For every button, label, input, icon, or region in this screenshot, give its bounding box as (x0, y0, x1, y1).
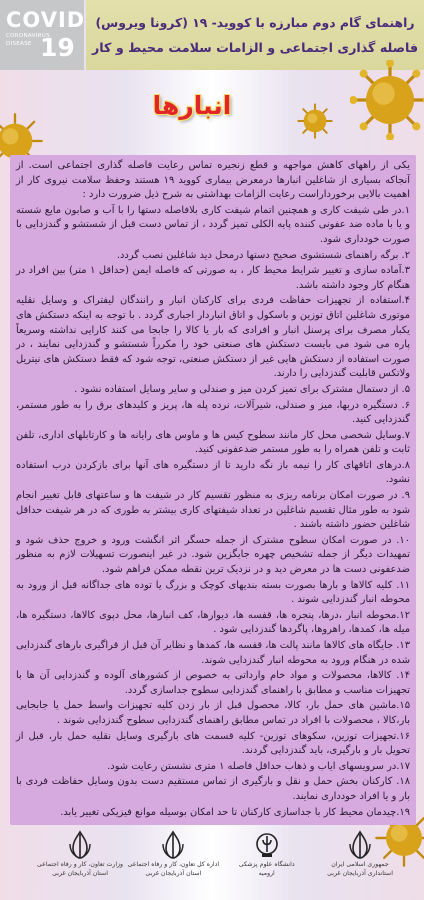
logo-line1: وزارت تعاون، کار و رفاه اجتماعی (36, 861, 124, 868)
virus-icon (350, 60, 424, 140)
title-line2: فاصله گذاری اجتماعی و الزامات سلامت محیط و کار (91, 40, 419, 55)
emblem-icon (160, 830, 186, 860)
covid-sub-line1: CORONAVIRUS (6, 33, 50, 39)
logo-line2: استان آذربایجان غربی (52, 870, 108, 877)
guideline-item: ۱۵.ماشین های حمل بار، کالا، محصول قبل از بار زدن کلیه تجهیزات واسط حمل یا جابجایی بار،کالا ، محصولات با افراد در تماس مطابق راهنمای گندزدایی سطوح گندزدایی شوند . (16, 700, 410, 726)
logo-governorate (320, 830, 400, 896)
logo-labor-office (127, 830, 220, 896)
guideline-item: ۱۶.تجهیزات توزین، سکوهای توزین- کلیه قسمت های بارگیری وسایل نقلیه حمل بار، قبل از تحویل بار و بارگیری، باید گندزدایی گردند. (16, 730, 410, 757)
logo-line2: استانداری آذربایجان غربی (327, 870, 393, 877)
logo-line2: ارومیه (258, 870, 275, 877)
guideline-item: ۱۰. در صورت امکان سطوح مشترک از جمله حسگر اثر انگشت ورود و خروج حذف شود و تمهیدات دیگر از جمله تشخیص چهره جایگزین شود. در غیر اینصورت تسهیلات لازم به منظور ضدعفونی دست ها در معرض دید و در نزدیک ترین نقطه ممکن فراهم شود. (16, 534, 410, 576)
guidelines-text (16, 159, 410, 821)
guideline-item: ۱۷.در سرویسهای ایاب و ذهاب حداقل فاصله ۱ متری نشستن رعایت شود. (107, 760, 410, 772)
guideline-item: ۱۴. کالاها، محصولات و مواد خام وارداتی به خصوص از کشورهای آلوده و گندزدایی آن ها با تجهیزات مناسب و مطابق با راهنمای گندزدایی سطوح جداسازی گردد. (16, 670, 410, 696)
university-emblem-icon (254, 830, 280, 860)
covid-sub-line2: DISEASE (6, 41, 32, 47)
guideline-item: ۷.وسایل شخصی محل کار مانند سطوح کیس ها و ماوس های رایانه ها و کارتابلهای اداری، تلفن ثابت و تلفن همراه را به طور مستمر ضدعفونی کنید. (16, 429, 410, 456)
title-line1: راهنمای گام دوم مبارزه با کووید- ۱۹ (کرونا ویروس) (95, 15, 415, 30)
guideline-item: ۱۹.چیدمان محیط کار با جداسازی کارکنان تا حد امکان بوسیله موانع فیزیکی تغییر یابد. (60, 806, 410, 818)
logo-university (227, 830, 307, 896)
guideline-item: ۱۲.محوطه انبار ،درها، پنجره ها، قفسه ها، دیوارها، کف انبارها، محل دپوی کالاها، دستگیره ها، میله ها، کمدها، راهروها، پاگردها گندزدایی شود . (16, 609, 410, 636)
covid-badge (0, 0, 84, 70)
emblem-icon (67, 830, 93, 860)
guideline-item: ۸.درهای اتاقهای کار را نیمه باز نگه دارید تا از دستگیره های آنها برای بازکردن درب استفاده نشود. (16, 459, 410, 486)
guideline-item: ۱۱. کلیه کالاها و بارها بصورت بسته بندیهای کوچک و بزرگ یا توده های جداگانه قبل از ورود به محوطه انبار گندزدایی شوند . (16, 579, 410, 606)
intro-paragraph: یکی از راههای کاهش مواجهه و قطع زنجیره تماس رعایت فاصله گذاری اجتماعی است. از آنجاکه بسیاری از شاغلین انبارها درمعرض بیماری کووید ۱۹ هستند وحفظ سلامت نیروی کار از اهمیت بالایی برخورداراست رعایت الزامات بهداشتی به شرح ذیل ضرورت دارد : (16, 160, 410, 201)
logo-line1: جمهوری اسلامی ایران (331, 861, 389, 868)
guideline-item: ۲. برگه راهنمای شستشوی صحیح دستها درمحل دید شاغلین نصب گردد. (116, 249, 410, 261)
logo-line1: اداره کل تعاون، کار و رفاه اجتماعی (127, 861, 220, 868)
covid-word: COVID (6, 8, 86, 32)
covid-number: 19 (40, 33, 75, 62)
logo-line1: دانشگاه علوم پزشکی (238, 861, 295, 868)
guideline-item: ۹. در صورت امکان برنامه ریزی به منظور تقسیم کار در شیفت ها و ساعتهای قابل تغییر انجام شود به طور مثال تقسیم شاغلین در تعداد شیفتهای کاری بیشتر به طوری که در هر شیفت حداقل شاغلین حضور داشته باشند . (16, 490, 410, 531)
footer-logos (36, 830, 400, 896)
guideline-item: ۱.در طی شیفت کاری و همچنین اتمام شیفت کاری بلافاصله دستها را با آب و صابون مایع شسته و یا با ماده ضد عفونی کننده پایه الکلی تمیز گردد ، از تماس دست قبل از شستشو و گندزدایی با صورت خودداری شود. (16, 204, 410, 245)
section-title: انبارها (152, 90, 232, 120)
logo-ministry (36, 830, 124, 896)
guideline-item: ۵. از دستمال مشترک برای تمیز کردن میز و صندلی و سایر وسایل استفاده نشود . (74, 383, 410, 395)
section-heading (128, 88, 256, 122)
emblem-icon (347, 830, 373, 860)
logo-line2: استان آذربایجان غربی (145, 870, 202, 877)
guideline-item: ۱۳. جایگاه های کالاها مانند پالت ها، قفسه ها، کمدها و نظایر آن قبل از قراگیری بارهای گندزدایی شده در هنگام ورود به محوطه انبار گندزدایی شوند. (16, 640, 410, 666)
virus-icon (296, 102, 334, 140)
guideline-item: ۴.استفاده از تجهیزات حفاظت فردی برای کارکنان انبار و رانندگان لیفتراک و وسایل نقلیه موتوری شاغلین اتاق توزین و باسکول و اتاق انباردار اجباری گردد . با توجه به اینکه دستکش های یکبار مصرف برای پرسنل انبار و افرادی که بار یا کالا را جابجا می کنند کارایی نداشته وسریعاً پاره می شود می بایست دستکش های صنعتی خود را مکرراً شستشو و گندزدایی نمایند ، در صورت استفاده از دستکش هایی غیر از دستکش صنعتی، توجه شود که فقط دستکش های نیتریل ولاتکس قابلیت گندزدایی را دارند. (16, 295, 410, 380)
guideline-item: ۳.آماده سازی و تغییر شرایط محیط کار ، به صورتی که فاصله ایمن (حداقل ۱ متر) بین افراد در هنگام کار وجود داشته باشد. (16, 265, 410, 291)
guideline-item: ۱۸. کارکنان بخش حمل و نقل و بارگیری از تماس مستقیم دست بدون وسایل حفاظت فردی با بار و یا افراد خودداری نمایند. (16, 776, 410, 802)
guideline-item: ۶. دستگیره دربها، میز و صندلی، شیرآلات، نرده پله ها، پریز و کلیدهای برق را به طور مستمر، گندزدایی کنید. (16, 399, 410, 426)
